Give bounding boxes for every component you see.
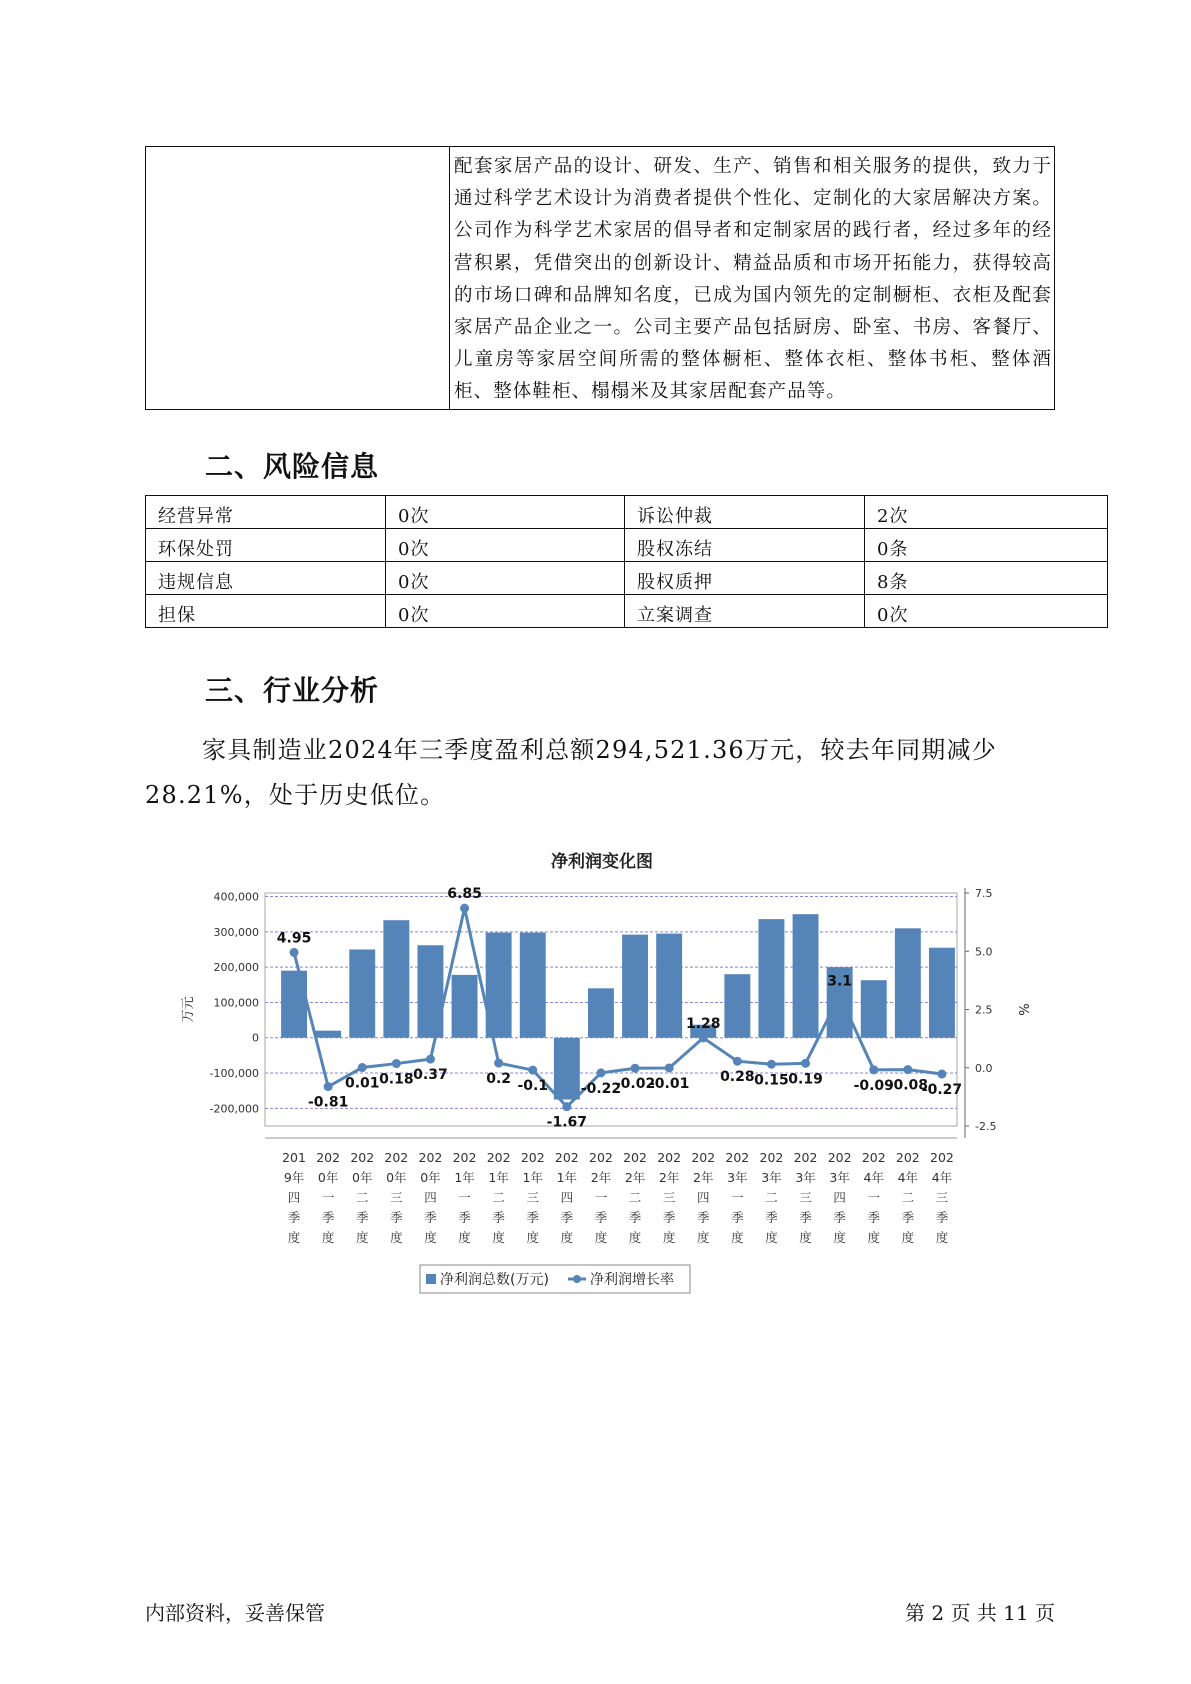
growth-point [835,991,844,1000]
growth-data-label: -1.67 [546,1114,588,1131]
growth-data-label: 0.2 [486,1071,512,1088]
growth-point [494,1059,503,1068]
risk-item-label: 诉讼仲裁 [625,496,865,529]
risk-row [146,595,1108,628]
risk-row [146,562,1108,595]
y-tick-label: 300,000 [213,925,259,939]
growth-point [767,1060,776,1069]
bar [724,974,750,1038]
growth-data-label: 0.01 [344,1075,380,1092]
risk-item-label: 违规信息 [146,562,386,595]
growth-point [801,1059,810,1068]
growth-data-label: -0.01 [648,1075,690,1092]
bar [383,920,409,1038]
risk-item-label: 环保处罚 [146,529,386,562]
growth-data-label: 1.28 [685,1015,721,1032]
risk-item-value: 0次 [386,529,625,562]
y-tick-label: 200,000 [213,961,259,975]
risk-item-value: 0条 [865,529,1108,562]
risk-item-label: 立案调查 [625,595,865,628]
x-tick-label: 202 4年二季度 [895,1150,920,1245]
growth-data-label: -0.02 [614,1076,656,1093]
y2-tick-label: 2.5 [975,1003,993,1017]
bar [452,975,478,1038]
x-tick-label: 202 1年二季度 [486,1150,511,1245]
growth-data-label: 3.1 [827,973,853,990]
y2-tick-label: 0.0 [975,1061,993,1075]
y-tick-label: -100,000 [209,1067,259,1081]
growth-point [596,1068,605,1077]
bar [281,971,307,1038]
bar [793,914,819,1038]
growth-point [392,1059,401,1068]
bar [895,928,921,1037]
growth-data-label: 0.28 [720,1069,755,1086]
y-tick-label: 400,000 [213,890,259,904]
growth-point [699,1033,708,1042]
growth-data-label: -0.1 [517,1078,549,1095]
growth-data-label: 4.95 [276,930,312,947]
bar [758,919,784,1038]
bar [656,934,682,1038]
industry-section-title: 三、行业分析 [205,674,380,707]
x-tick-label: 202 0年二季度 [350,1150,375,1245]
risk-item-label: 股权冻结 [625,529,865,562]
x-tick-label: 202 3年四季度 [827,1150,852,1245]
chart-title: 净利润变化图 [551,852,653,872]
y2-tick-label: 5.0 [975,945,993,959]
risk-item-label: 担保 [146,595,386,628]
growth-data-label: 0.15 [754,1072,789,1089]
chart-svg [172,843,1032,1303]
growth-point [733,1057,742,1066]
risk-item-value: 2次 [865,496,1108,529]
x-tick-label: 202 2年三季度 [657,1150,682,1245]
x-tick-label: 202 1年三季度 [520,1150,545,1245]
growth-data-label: 0.18 [379,1071,414,1088]
growth-point [528,1066,537,1075]
bar [554,1038,580,1100]
risk-item-label: 经营异常 [146,496,386,529]
bar [929,948,955,1038]
x-tick-label: 202 2年二季度 [623,1150,647,1245]
bar [861,980,887,1038]
growth-point [937,1070,946,1079]
bar [349,949,375,1037]
company-intro-text: 配套家居产品的设计、研发、生产、销售和相关服务的提供，致力于通过科学艺术设计为消费者提供个性化、定制化的大家居解决方案。公司作为科学艺术家居的倡导者和定制家居的践行者，经过多年的经营积累，凭借突出的创新设计、精益品质和市场开拓能力，获得较高的市场口碑和品牌知名度，已成为国内领先的定制橱柜、衣柜及配套家居产品企业之一。公司主要产品包括厨房、卧室、书房、客餐厅、儿童房等家居空间所需的整体橱柜、整体衣柜、整体书柜、整体酒柜、整体鞋柜、榻榻米及其家居配套产品等。 [454,156,1052,403]
net-profit-chart [172,843,1032,1303]
x-tick-label: 202 4年一季度 [861,1150,886,1245]
x-tick-label: 202 0年一季度 [316,1150,341,1245]
growth-point [358,1063,367,1072]
y2-tick-label: 7.5 [975,887,993,900]
y-tick-label: 100,000 [213,996,259,1010]
x-tick-label: 202 2年一季度 [589,1150,613,1245]
growth-point [426,1055,435,1064]
y-tick-label: 0 [252,1031,259,1045]
x-tick-label: 202 0年三季度 [384,1150,409,1245]
x-tick-label: 202 3年二季度 [759,1150,784,1245]
x-tick-label: 202 1年一季度 [452,1150,477,1245]
x-tick-label: 202 2年四季度 [691,1150,716,1245]
growth-point [290,948,299,957]
bar [520,933,546,1038]
risk-item-value: 8条 [865,562,1108,595]
x-tick-label: 202 4年三季度 [930,1150,954,1245]
x-tick-label: 201 9年四季度 [282,1150,306,1245]
growth-point [460,904,469,913]
risk-section-title: 二、风险信息 [205,450,380,483]
x-tick-label: 202 0年四季度 [418,1150,443,1245]
intro-label-cell [146,147,450,410]
risk-table [145,495,1108,628]
legend-line-label: 净利润增长率 [590,1272,674,1288]
growth-data-label: 0.37 [413,1067,448,1084]
intro-text-cell [450,147,1055,410]
footer-page-number: 第 2 页 共 11 页 [905,1601,1055,1625]
risk-item-label: 股权质押 [625,562,865,595]
bar [315,1031,341,1038]
growth-data-label: -0.81 [307,1094,349,1111]
growth-point [631,1064,640,1073]
risk-row [146,529,1108,562]
x-tick-label: 202 1年四季度 [554,1150,579,1245]
bar [588,988,614,1037]
legend-bar-label: 净利润总数(万元) [440,1272,549,1288]
growth-point [324,1082,333,1091]
y-axis-label: 万元 [181,996,196,1023]
risk-item-value: 0次 [386,562,625,595]
legend-bar-swatch [426,1274,436,1284]
industry-paragraph: 家具制造业2024年三季度盈利总额294,521.36万元，较去年同期减少28.21%，处于历史低位。 [145,736,997,809]
growth-data-label: -0.08 [887,1077,929,1094]
growth-point [903,1065,912,1074]
risk-row [146,496,1108,529]
footer-left: 内部资料，妥善保管 [145,1601,325,1625]
growth-data-label: -0.27 [921,1082,963,1099]
growth-data-label: 6.85 [447,886,482,903]
growth-point [869,1065,878,1074]
risk-item-value: 0次 [386,496,625,529]
growth-point [562,1102,571,1111]
growth-data-label: -0.09 [853,1077,894,1094]
growth-data-label: 0.19 [788,1071,823,1088]
legend-line-marker [573,1275,581,1283]
growth-data-label: -0.22 [580,1080,622,1097]
company-intro-table [145,146,1055,410]
risk-item-value: 0次 [386,595,625,628]
x-tick-label: 202 3年三季度 [793,1150,818,1245]
x-tick-label: 202 3年一季度 [725,1150,750,1245]
y2-axis-label: % [1015,1003,1030,1016]
y2-tick-label: -2.5 [975,1120,997,1133]
bar [622,935,648,1038]
y-tick-label: -200,000 [209,1102,259,1116]
risk-item-value: 0次 [865,595,1108,628]
growth-point [665,1063,674,1072]
